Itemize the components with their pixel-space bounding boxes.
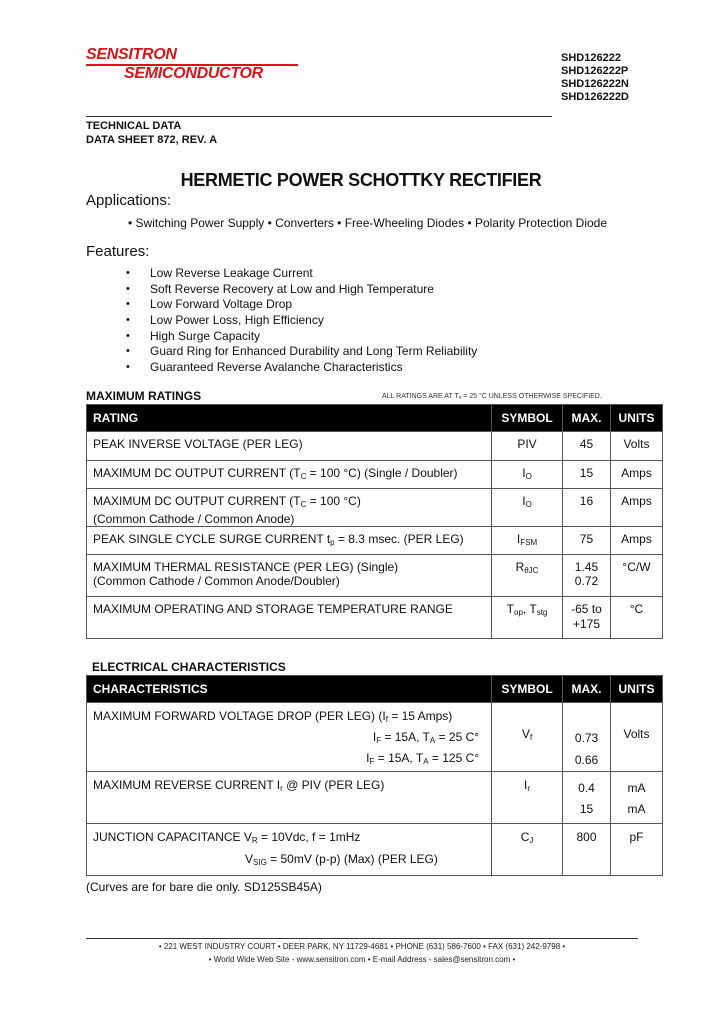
symbol-cell: $I_O$ bbox=[492, 489, 563, 527]
feature-item: • Low Power Loss, High Efficiency bbox=[126, 313, 477, 329]
max-cell: 0.4 15 bbox=[563, 772, 611, 824]
characteristic-cell: JUNCTION CAPACITANCE $V_R = 10Vdc$, f = 1mHz $V_{SIG} = 50mV$ (p-p) (Max) (PER LEG) bbox=[87, 824, 492, 876]
symbol-cell: $C_J$ bbox=[492, 824, 563, 876]
max-cell: 75 bbox=[563, 527, 611, 555]
features-heading: Features: bbox=[86, 243, 150, 260]
table-row bbox=[87, 489, 663, 527]
units-cell: mA mA bbox=[611, 772, 663, 824]
max-cell: 0.73 0.66 bbox=[563, 703, 611, 772]
tech-data-line: TECHNICAL DATA bbox=[86, 120, 182, 132]
col-header-max: MAX. bbox=[563, 676, 611, 703]
feature-item: • Low Forward Voltage Drop bbox=[126, 297, 477, 313]
rating-cell: PEAK INVERSE VOLTAGE (PER LEG) bbox=[87, 432, 492, 461]
rating-cell: MAXIMUM THERMAL RESISTANCE (PER LEG) (Single) (Common Cathode / Common Anode/Doubler) bbox=[87, 555, 492, 597]
units-cell: Amps bbox=[610, 461, 662, 489]
col-header-symbol: SYMBOL bbox=[492, 676, 563, 703]
symbol-cell: $I_{FSM}$ bbox=[492, 527, 563, 555]
feature-item: • Soft Reverse Recovery at Low and High Temperature bbox=[126, 282, 477, 298]
table-row bbox=[87, 703, 663, 772]
page-title: HERMETIC POWER SCHOTTKY RECTIFIER bbox=[180, 170, 542, 190]
rating-cell: MAXIMUM OPERATING AND STORAGE TEMPERATURE RANGE bbox=[87, 597, 492, 639]
max-cell: 16 bbox=[563, 489, 611, 527]
table-row bbox=[87, 527, 663, 555]
electrical-table bbox=[86, 675, 663, 876]
features-list bbox=[126, 266, 477, 376]
header-divider bbox=[86, 116, 552, 117]
characteristic-cell: MAXIMUM REVERSE CURRENT $I_r$ @ PIV (PER LEG) bbox=[87, 772, 492, 824]
feature-item: • Guard Ring for Enhanced Durability and Long Term Reliability bbox=[126, 344, 477, 360]
col-header-rating: RATING bbox=[87, 405, 492, 432]
part-number: SHD126222 bbox=[561, 52, 621, 64]
brand-line1: SENSITRON bbox=[86, 46, 177, 63]
applications-text: • Switching Power Supply • Converters • Free-Wheeling Diodes • Polarity Protection Diode bbox=[128, 216, 608, 230]
units-cell: Volts bbox=[611, 703, 663, 772]
symbol-cell: $T_{op}$, $T_{stg}$ bbox=[492, 597, 563, 639]
tech-data-block bbox=[86, 119, 217, 147]
units-cell: Volts bbox=[610, 432, 662, 461]
max-ratings-heading: MAXIMUM RATINGS bbox=[86, 389, 202, 403]
table-header-row bbox=[87, 676, 663, 703]
table-row bbox=[87, 824, 663, 876]
symbol-cell: $I_r$ bbox=[492, 772, 563, 824]
applications-heading: Applications: bbox=[86, 192, 172, 209]
col-header-max: MAX. bbox=[563, 405, 611, 432]
footer-web: • World Wide Web Site - www.sensitron.com • E-mail Address - sales@sensitron.com • bbox=[208, 955, 516, 964]
max-ratings-table bbox=[86, 404, 663, 639]
footer-divider bbox=[86, 938, 638, 939]
characteristic-cell: MAXIMUM FORWARD VOLTAGE DROP (PER LEG) ($I_f = 15$ Amps) $I_F = 15A$, $T_A = 25$ C° $I_F = 15A$, $T_A = 125$ C° bbox=[87, 703, 492, 772]
table-row bbox=[87, 772, 663, 824]
feature-item: • Low Reverse Leakage Current bbox=[126, 266, 477, 282]
max-cell: 15 bbox=[563, 461, 611, 489]
ratings-note: ALL RATINGS ARE AT Tₐ = 25 °C UNLESS OTHERWISE SPECIFIED. bbox=[382, 393, 602, 400]
col-header-characteristics: CHARACTERISTICS bbox=[87, 676, 492, 703]
part-number: SHD126222N bbox=[561, 78, 629, 90]
footnote: (Curves are for bare die only. SD125SB45A) bbox=[86, 880, 322, 894]
col-header-units: UNITS bbox=[610, 405, 662, 432]
part-number: SHD126222P bbox=[561, 65, 629, 77]
units-cell: Amps bbox=[610, 527, 662, 555]
data-sheet-line: DATA SHEET 872, REV. A bbox=[86, 134, 218, 146]
symbol-cell: $R_{\theta JC}$ bbox=[492, 555, 563, 597]
units-cell: Amps bbox=[610, 489, 662, 527]
part-number: SHD126222D bbox=[561, 91, 629, 103]
max-cell: 800 bbox=[563, 824, 611, 876]
max-cell: -65 to +175 bbox=[563, 597, 611, 639]
rating-cell: MAXIMUM DC OUTPUT CURRENT ($T_C = 100$ °C) (Common Cathode / Common Anode) bbox=[87, 489, 492, 527]
rating-cell: PEAK SINGLE CYCLE SURGE CURRENT $t_p = 8.3$ msec. (PER LEG) bbox=[87, 527, 492, 555]
max-cell: 1.45 0.72 bbox=[563, 555, 611, 597]
rating-cell: MAXIMUM DC OUTPUT CURRENT ($T_C = 100$ °C) (Single / Doubler) bbox=[87, 461, 492, 489]
col-header-symbol: SYMBOL bbox=[492, 405, 563, 432]
symbol-cell: PIV bbox=[492, 432, 563, 461]
table-header-row bbox=[87, 405, 663, 432]
feature-item: • Guaranteed Reverse Avalanche Characteristics bbox=[126, 360, 477, 376]
symbol-cell: $V_f$ bbox=[492, 703, 563, 772]
max-cell: 45 bbox=[563, 432, 611, 461]
table-row bbox=[87, 432, 663, 461]
electrical-heading: ELECTRICAL CHARACTERISTICS bbox=[92, 660, 286, 674]
table-row bbox=[87, 461, 663, 489]
table-row bbox=[87, 597, 663, 639]
units-cell: pF bbox=[611, 824, 663, 876]
brand-line2: SEMICONDUCTOR bbox=[124, 65, 263, 82]
table-row bbox=[87, 555, 663, 597]
footer-address: • 221 WEST INDUSTRY COURT • DEER PARK, NY 11729-4681 • PHONE (631) 586-7600 • FAX (631) 242-9798 • bbox=[158, 942, 566, 951]
feature-item: • High Surge Capacity bbox=[126, 329, 477, 345]
units-cell: °C/W bbox=[610, 555, 662, 597]
symbol-cell: $I_O$ bbox=[492, 461, 563, 489]
units-cell: °C bbox=[610, 597, 662, 639]
col-header-units: UNITS bbox=[611, 676, 663, 703]
part-number-list bbox=[561, 52, 629, 104]
